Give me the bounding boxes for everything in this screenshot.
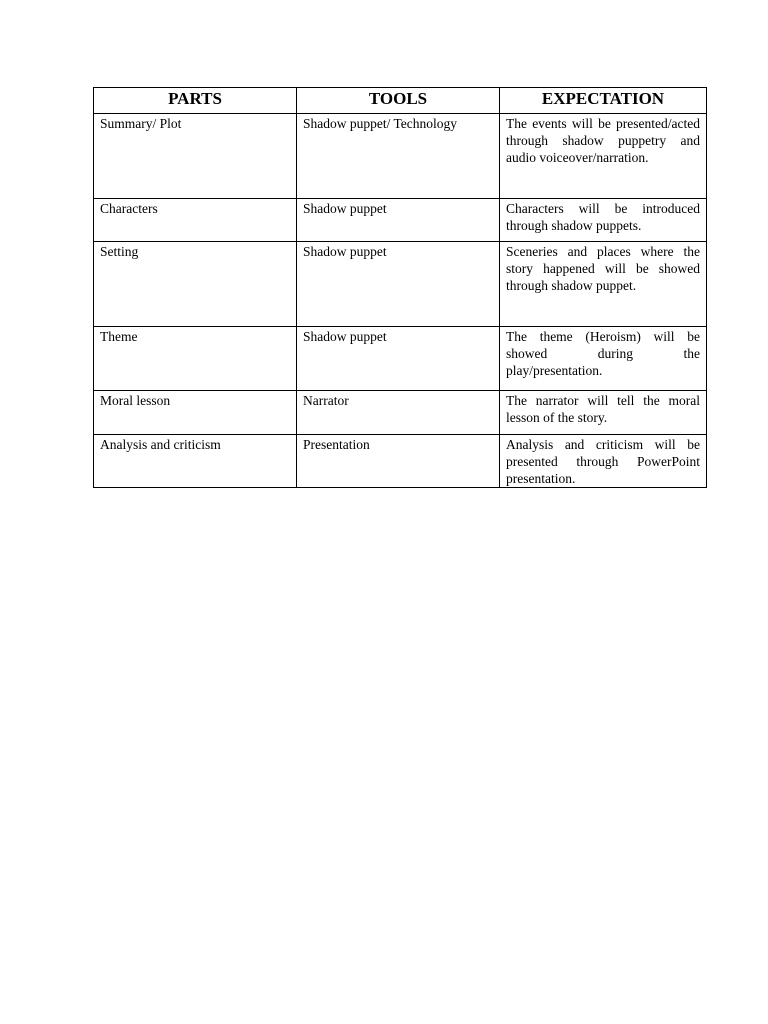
part-cell	[94, 114, 297, 199]
tool-text: Narrator	[303, 393, 349, 408]
expectation-cell	[500, 114, 707, 199]
expectation-text: The events will be presented/acted through shadow puppetry and audio voiceover/narration.	[506, 116, 700, 165]
part-cell	[94, 327, 297, 391]
tool-text: Shadow puppet	[303, 244, 387, 259]
part-cell	[94, 242, 297, 327]
table-row	[94, 391, 707, 435]
parts-tools-expectation-table	[93, 87, 707, 488]
tool-cell	[297, 327, 500, 391]
table-row	[94, 199, 707, 242]
part-text: Characters	[100, 201, 158, 216]
part-text: Summary/ Plot	[100, 116, 182, 131]
expectation-cell	[500, 391, 707, 435]
expectation-text: The theme (Heroism) will be showed during the play/presentation.	[506, 329, 700, 378]
expectation-text: The narrator will tell the moral lesson of the story.	[506, 393, 700, 425]
part-cell	[94, 391, 297, 435]
table-row	[94, 327, 707, 391]
table-header-row	[94, 88, 707, 114]
header-tools: TOOLS	[297, 88, 500, 114]
header-expectation: EXPECTATION	[500, 88, 707, 114]
tool-cell	[297, 242, 500, 327]
expectation-cell	[500, 199, 707, 242]
table-row	[94, 114, 707, 199]
table-row	[94, 242, 707, 327]
table-row	[94, 435, 707, 488]
tool-text: Shadow puppet	[303, 329, 387, 344]
expectation-text: Characters will be introduced through shadow puppets.	[506, 201, 700, 233]
tool-cell	[297, 199, 500, 242]
expectation-cell	[500, 242, 707, 327]
part-text: Theme	[100, 329, 138, 344]
part-cell	[94, 435, 297, 488]
expectation-cell	[500, 327, 707, 391]
tool-text: Shadow puppet	[303, 201, 387, 216]
tool-cell	[297, 391, 500, 435]
part-text: Analysis and criticism	[100, 437, 221, 452]
expectation-text: Sceneries and places where the story happened will be showed through shadow puppet.	[506, 244, 700, 293]
expectation-cell	[500, 435, 707, 488]
tool-cell	[297, 435, 500, 488]
part-text: Moral lesson	[100, 393, 171, 408]
part-cell	[94, 199, 297, 242]
expectation-text: Analysis and criticism will be presented through PowerPoint presentation.	[506, 437, 700, 486]
header-parts: PARTS	[94, 88, 297, 114]
tool-text: Shadow puppet/ Technology	[303, 116, 458, 131]
part-text: Setting	[100, 244, 139, 259]
tool-text: Presentation	[303, 437, 370, 452]
tool-cell	[297, 114, 500, 199]
